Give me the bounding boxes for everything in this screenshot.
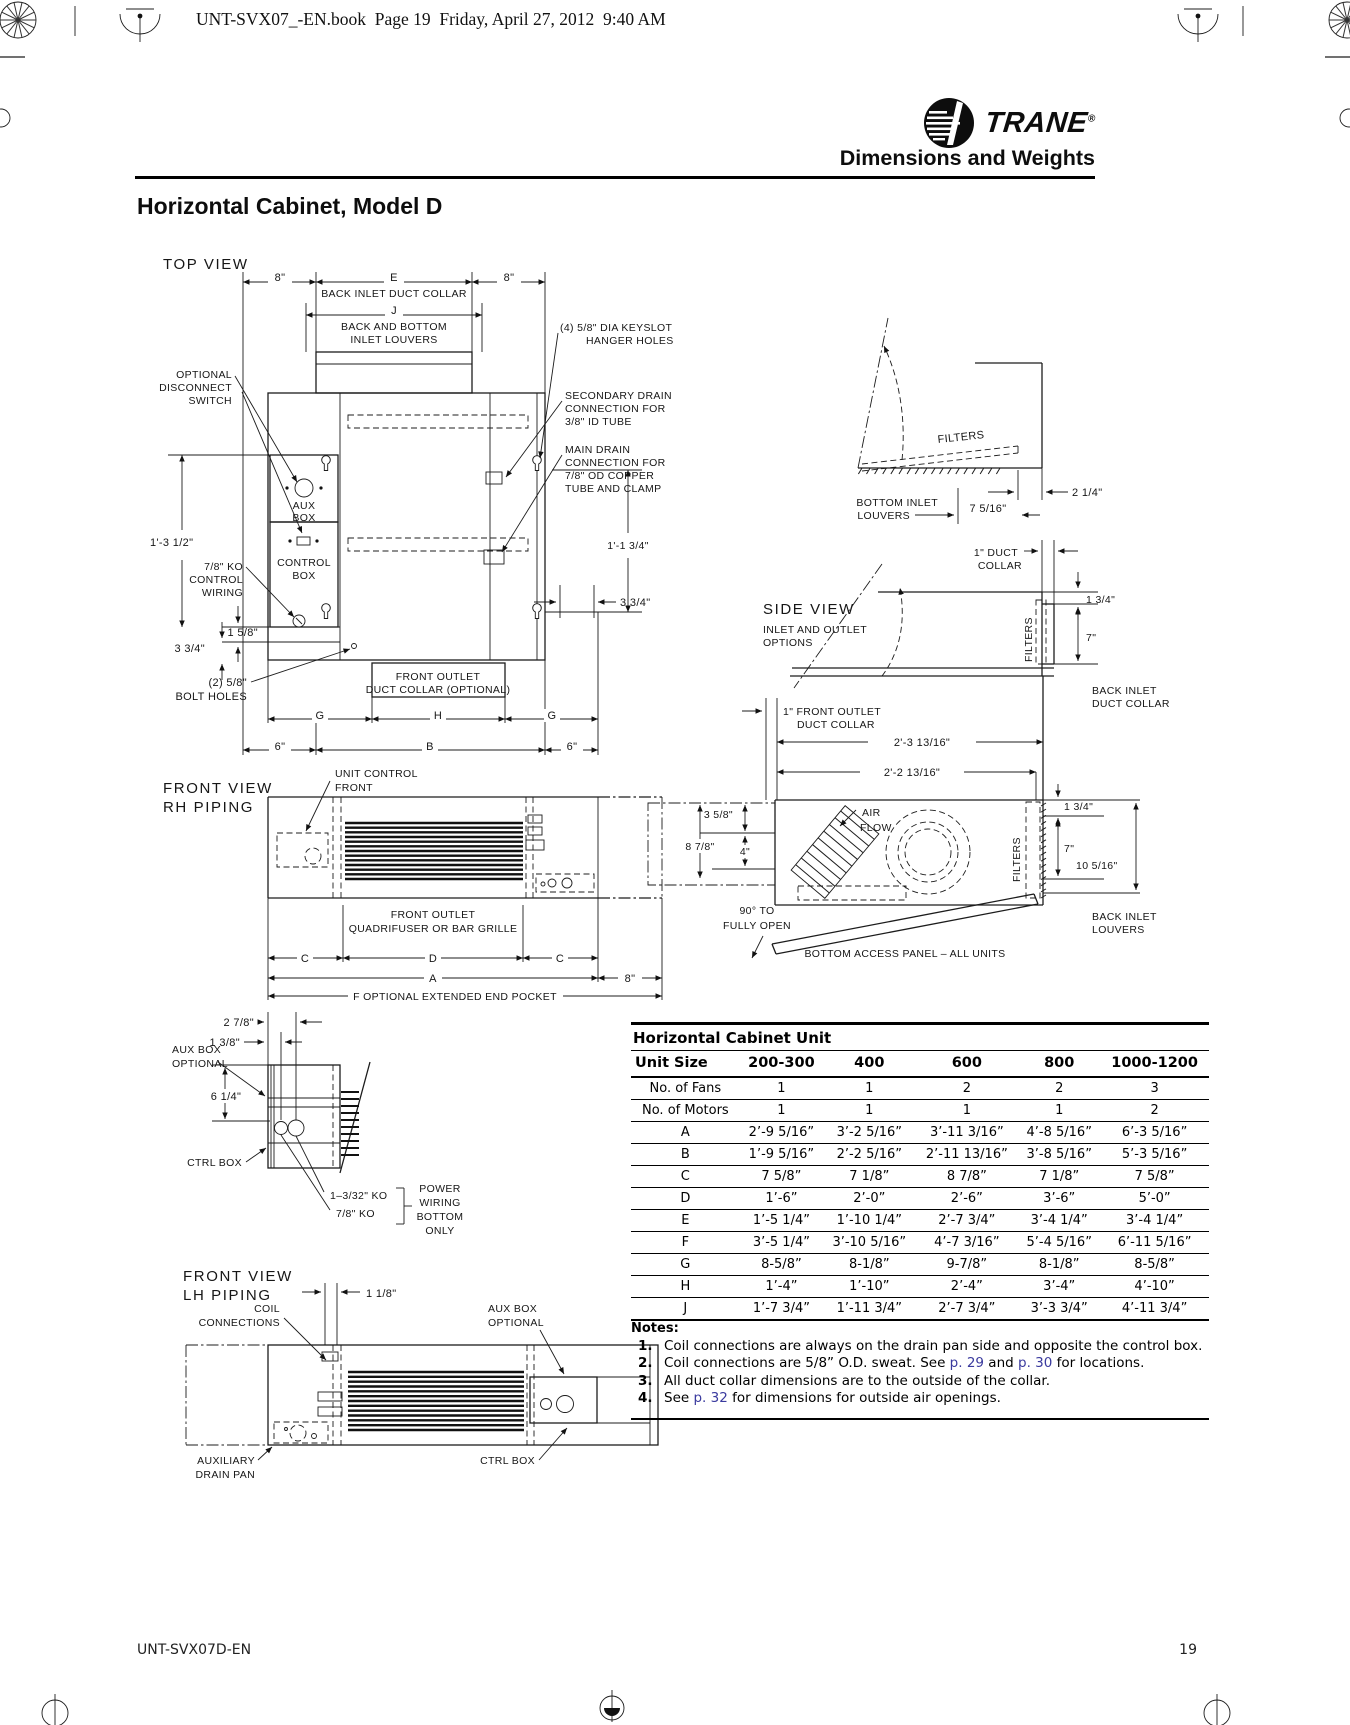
table-cell: 3’-4”	[1018, 1276, 1100, 1298]
dim-label: C	[555, 953, 565, 965]
table-cell: 1	[823, 1077, 915, 1100]
dim-label: 1 3/4"	[1064, 801, 1094, 813]
table-title: Horizontal Cabinet Unit	[631, 1022, 1209, 1051]
dim-label: 8"	[274, 272, 286, 284]
row-label: E	[631, 1210, 740, 1232]
dim-3-3-4-right	[534, 597, 650, 609]
table-row	[631, 1077, 1209, 1100]
row-label: G	[631, 1254, 740, 1276]
dim-label: J	[391, 305, 397, 317]
coil-connection-stubs	[318, 1352, 342, 1416]
row-label: D	[631, 1188, 740, 1210]
column-header: Unit Size	[631, 1051, 740, 1077]
note-segment: and	[984, 1355, 1018, 1372]
knockout	[293, 615, 305, 627]
drain-fitting	[484, 550, 504, 564]
dim-label: 1'-3 1/2"	[150, 537, 194, 549]
coil-grille	[348, 1372, 524, 1430]
front-view-lh-diagram	[183, 1268, 658, 1481]
callout-label: SECONDARY DRAIN	[565, 390, 672, 402]
table-cell: 3’-6”	[1018, 1188, 1100, 1210]
table-row	[631, 1254, 1209, 1276]
table-cell: 1’-4”	[740, 1276, 823, 1298]
row-label: B	[631, 1144, 740, 1166]
dim-label: C	[300, 953, 310, 965]
table-cell: 7 5/8”	[1100, 1166, 1209, 1188]
view-title: RH PIPING	[163, 799, 255, 816]
column-header: 600	[915, 1051, 1018, 1077]
dim-label: 1 3/8"	[209, 1037, 240, 1049]
dim-label: B	[426, 741, 434, 753]
table-cell: 3’-8 5/16”	[1018, 1144, 1100, 1166]
section-heading: Dimensions and Weights	[839, 146, 1095, 170]
notes-block	[631, 1318, 1209, 1420]
view-title: SIDE VIEW	[763, 601, 855, 618]
dim-label: G	[547, 710, 557, 722]
row-label: C	[631, 1166, 740, 1188]
table-cell: 1’-9 5/16”	[740, 1144, 823, 1166]
table-row	[631, 1100, 1209, 1122]
drain-pan	[798, 886, 906, 900]
table-cell: 7 1/8”	[823, 1166, 915, 1188]
page-footer	[137, 1642, 1197, 1658]
filter-frame	[1026, 802, 1040, 898]
dim-label: 1 5/8"	[227, 627, 258, 639]
column-header: 400	[823, 1051, 915, 1077]
callout-label: 1" DUCT	[973, 547, 1018, 559]
dimension-lines	[268, 951, 662, 1003]
callout-label: INLET LOUVERS	[350, 334, 438, 346]
table-cell: 3	[1100, 1077, 1209, 1100]
knockout	[275, 1122, 288, 1135]
table-cell: 8-1/8”	[823, 1254, 915, 1276]
row-label: F	[631, 1232, 740, 1254]
callout-label: CTRL BOX	[187, 1157, 242, 1169]
table-cell: 2’-9 5/16”	[740, 1122, 823, 1144]
bottom-registration-marks	[42, 1690, 1230, 1725]
view-title: LH PIPING	[183, 1287, 272, 1304]
dimensions-table	[631, 1051, 1209, 1321]
table-cell: 3’-4 1/4”	[1100, 1210, 1209, 1232]
table-row	[631, 1276, 1209, 1298]
dim-label: 2 7/8"	[223, 1017, 254, 1029]
callout-label: CONNECTIONS	[198, 1317, 280, 1329]
keyslot-hanger-hole	[533, 604, 542, 619]
callout-label: UNIT CONTROL	[335, 768, 418, 780]
dim-label: 8"	[624, 973, 636, 985]
pinwheel-mark-icon	[1329, 2, 1350, 38]
box-label: BOX	[292, 570, 316, 582]
note-item	[631, 1338, 1209, 1354]
page-link[interactable]: p. 30	[1018, 1355, 1053, 1372]
leader-line	[506, 401, 562, 477]
callout-label: 7/8" KO	[204, 561, 243, 573]
callout-label: (4) 5/8" DIA KEYSLOT	[560, 322, 673, 334]
table-cell: 2’-6”	[915, 1188, 1018, 1210]
table-cell: 7 1/8”	[1018, 1166, 1100, 1188]
table-cell: 8-5/8”	[1100, 1254, 1209, 1276]
callout-label: BOLT HOLES	[175, 691, 247, 703]
callout-label: POWER	[419, 1183, 461, 1195]
leader-line	[258, 1447, 272, 1460]
leader-line	[242, 392, 302, 533]
dim-label: 2 1/4"	[1072, 487, 1103, 499]
brand-name: TRANE®	[983, 106, 1097, 139]
swing-arc	[884, 346, 903, 460]
note-item	[631, 1373, 1209, 1389]
table-cell: 3’-4 1/4”	[1018, 1210, 1100, 1232]
page-title: Horizontal Cabinet, Model D	[137, 193, 443, 219]
table-cell: 3’-11 3/16”	[915, 1122, 1018, 1144]
callout-label: BACK INLET	[1092, 911, 1157, 923]
dim-label: 7"	[1064, 843, 1075, 855]
callout-label: FRONT OUTLET	[390, 909, 476, 921]
callout-label: BACK INLET DUCT COLLAR	[321, 288, 467, 300]
table-cell: 2’-0”	[823, 1188, 915, 1210]
dim-label: 2'-3 13/16"	[893, 737, 951, 749]
heading-rule	[135, 176, 1095, 179]
dim-label: 1 3/4"	[1086, 594, 1116, 606]
table-body	[631, 1077, 1209, 1320]
row-label: No. of Fans	[631, 1077, 740, 1100]
table-cell: 4’-11 3/4”	[1100, 1298, 1209, 1321]
column-header: 800	[1018, 1051, 1100, 1077]
table-cell: 3’-2 5/16”	[823, 1122, 915, 1144]
note-segment: for locations.	[1052, 1355, 1145, 1372]
print-header: UNT-SVX07_-EN.book Page 19 Friday, April 27, 2012 9:40 AM	[196, 9, 666, 29]
table-cell: 1’-7 3/4”	[740, 1298, 823, 1321]
dim-label: 2'-2 13/16"	[883, 767, 941, 779]
callout-label: CONNECTION FOR	[565, 403, 666, 415]
side-view-diagram	[648, 540, 1170, 960]
note-text	[664, 1373, 1209, 1389]
table-cell: 9-7/8”	[915, 1254, 1018, 1276]
dim-label: F OPTIONAL EXTENDED END POCKET	[353, 991, 557, 1003]
note-number: 3.	[638, 1372, 653, 1389]
callout-label: 3/8" ID TUBE	[565, 416, 632, 428]
table-row	[631, 1166, 1209, 1188]
callout-label: COLLAR	[977, 560, 1022, 572]
callout-label: CTRL BOX	[480, 1455, 535, 1467]
callout-label: CONTROL	[189, 574, 243, 586]
pinwheel-mark-icon	[0, 2, 36, 38]
louver-bars	[341, 1092, 359, 1155]
dim-label: 4"	[739, 846, 751, 858]
note-number: 1.	[638, 1338, 653, 1354]
table-cell: 2	[1018, 1077, 1100, 1100]
dim-label: 3 3/4"	[620, 597, 651, 609]
callout-label: DUCT COLLAR	[797, 719, 875, 731]
open-access-panel	[772, 894, 1038, 954]
front-view-rh-diagram	[163, 768, 662, 1003]
leader-line	[539, 1428, 567, 1460]
trane-logo-icon	[923, 97, 975, 149]
dim-label: 7 5/16"	[969, 503, 1007, 515]
note-text	[664, 1338, 1209, 1354]
notes-heading: Notes:	[631, 1321, 679, 1336]
row-label: J	[631, 1298, 740, 1321]
dim-label: 8 7/8"	[685, 841, 715, 853]
table-cell: 2’-4”	[915, 1276, 1018, 1298]
page-link[interactable]: p. 29	[949, 1355, 985, 1372]
dim-label: G	[315, 710, 325, 722]
callout-label: (2) 5/8"	[208, 677, 247, 689]
leader-line	[306, 781, 330, 831]
view-title: TOP VIEW	[163, 256, 249, 273]
knockout	[288, 1120, 304, 1136]
column-header: 200-300	[740, 1051, 823, 1077]
dim-label: 7"	[1086, 632, 1097, 644]
blower	[886, 810, 970, 894]
callout-label: DRAIN PAN	[195, 1469, 255, 1481]
hatch-ticks	[858, 468, 1000, 474]
table-cell: 2’-7 3/4”	[915, 1298, 1018, 1321]
leader-line	[284, 1318, 326, 1360]
auxiliary-drain-pan	[274, 1422, 328, 1443]
note-segment: Coil connections are 5/8” O.D. sweat. See	[664, 1355, 950, 1372]
leader-line	[246, 1148, 266, 1162]
callout-label: COIL	[254, 1303, 280, 1315]
table-cell: 5’-0”	[1100, 1188, 1209, 1210]
page-link[interactable]: p. 32	[693, 1390, 728, 1407]
callout-label: 7/8" OD COPPER	[565, 470, 655, 482]
brand-block	[135, 97, 1095, 153]
callout-label: AIR	[862, 807, 881, 819]
row-label: No. of Motors	[631, 1100, 740, 1122]
table-cell: 7 5/8”	[740, 1166, 823, 1188]
top-view-diagram	[150, 256, 674, 755]
footer-page-number: 19	[1179, 1642, 1197, 1658]
box-label: AUX	[292, 500, 316, 512]
callout-label: ONLY	[425, 1225, 455, 1237]
table-cell: 2	[1100, 1100, 1209, 1122]
dim-label: 10 5/16"	[1076, 860, 1118, 872]
note-segment: See	[664, 1390, 694, 1407]
unit-control-box	[277, 833, 328, 867]
callout-label: 1" FRONT OUTLET	[783, 706, 882, 718]
table-cell: 3’-3 3/4”	[1018, 1298, 1100, 1321]
leader-line	[281, 1135, 330, 1210]
row-label: H	[631, 1276, 740, 1298]
coil-grille	[345, 823, 523, 879]
table-cell: 4’-8 5/16”	[1018, 1122, 1100, 1144]
table-cell: 5’-3 5/16”	[1100, 1144, 1209, 1166]
callout-label: OPTIONAL	[176, 369, 232, 381]
table-cell: 1’-10 1/4”	[823, 1210, 915, 1232]
note-number: 2.	[638, 1355, 653, 1372]
edge-mark	[1340, 109, 1350, 127]
callout-label: 90° TO	[739, 905, 775, 917]
keyslot-hanger-hole	[322, 604, 331, 619]
bracket	[396, 1188, 412, 1224]
bolt-hole	[352, 644, 357, 649]
keyslot-hanger-hole	[322, 456, 331, 471]
table-cell: 1’-11 3/4”	[823, 1298, 915, 1321]
box-label: CONTROL	[277, 557, 331, 569]
callout-label: DUCT COLLAR	[1092, 698, 1170, 710]
view-title: FRONT VIEW	[163, 780, 273, 797]
callout-label: WIRING	[201, 587, 243, 599]
callout-label: MAIN DRAIN	[565, 444, 631, 456]
row-label: A	[631, 1122, 740, 1144]
callout-label: WIRING	[419, 1197, 461, 1209]
note-number: 4.	[638, 1390, 653, 1407]
view-subtitle: INLET AND OUTLET	[763, 624, 868, 636]
dim-label: 6"	[566, 741, 578, 753]
coil-section	[791, 806, 879, 899]
table-cell: 4’-7 3/16”	[915, 1232, 1018, 1254]
filter-tray	[862, 446, 1018, 471]
callout-label: BACK AND BOTTOM	[341, 321, 447, 333]
callout-label: TUBE AND CLAMP	[565, 483, 662, 495]
table-cell: 1	[740, 1077, 823, 1100]
filters-label: FILTERS	[1011, 837, 1023, 882]
table-row	[631, 1188, 1209, 1210]
note-item	[631, 1355, 1209, 1371]
table-cell: 8 7/8”	[915, 1166, 1018, 1188]
dim-label: 1'-1 3/4"	[607, 540, 649, 552]
callout-label: DUCT COLLAR (OPTIONAL)	[365, 684, 511, 696]
callout-label: 7/8" KO	[336, 1208, 375, 1220]
table-cell: 3’-10 5/16”	[823, 1232, 915, 1254]
table-head	[631, 1051, 1209, 1077]
callout-label: BOTTOM ACCESS PANEL – ALL UNITS	[804, 948, 1006, 960]
end-pocket-detail	[172, 1012, 463, 1237]
target-mark-icon	[120, 9, 160, 42]
table-cell: 2’-7 3/4”	[915, 1210, 1018, 1232]
table-row	[631, 1210, 1209, 1232]
callout-label: FULLY OPEN	[723, 920, 791, 932]
callout-label: OPTIONAL	[488, 1317, 544, 1329]
note-item	[631, 1390, 1209, 1406]
dim-2-1-4	[988, 468, 1102, 500]
drain-detail	[536, 874, 594, 892]
end-pocket-box	[268, 1062, 370, 1173]
dim-label: 3 5/8"	[703, 809, 733, 821]
table-cell: 6’-11 5/16”	[1100, 1232, 1209, 1254]
drain-fitting	[486, 472, 502, 484]
table-cell: 1	[823, 1100, 915, 1122]
callout-label: OPTIONAL	[172, 1058, 228, 1070]
filters-label: FILTERS	[1023, 617, 1035, 662]
table-cell: 2’-11 13/16”	[915, 1144, 1018, 1166]
coil-connection-stubs	[526, 815, 544, 850]
table-cell: 1’-10”	[823, 1276, 915, 1298]
table-cell: 2’-2 5/16”	[823, 1144, 915, 1166]
callout-label: BACK INLET	[1092, 685, 1157, 697]
table-cell: 8-1/8”	[1018, 1254, 1100, 1276]
note-text	[664, 1390, 1209, 1406]
dim-1-1-8	[302, 1283, 396, 1345]
knockout	[305, 848, 321, 864]
box-label: BOX	[292, 512, 316, 524]
callout-label: AUX BOX	[488, 1303, 538, 1315]
callout-label: CONNECTION FOR	[565, 457, 666, 469]
table-row	[631, 1144, 1209, 1166]
table-cell: 1’-6”	[740, 1188, 823, 1210]
note-segment: All duct collar dimensions are to the outside of the collar.	[664, 1372, 1050, 1389]
view-title: FRONT VIEW	[183, 1268, 293, 1285]
callout-label: BOTTOM	[416, 1211, 464, 1223]
dim-label: H	[433, 710, 443, 722]
leader-line	[540, 333, 558, 458]
edge-mark	[0, 109, 10, 127]
column-header: 1000-1200	[1100, 1051, 1209, 1077]
table-cell: 4’-10”	[1100, 1276, 1209, 1298]
registered-mark: ®	[1087, 112, 1097, 124]
table-cell: 1	[915, 1100, 1018, 1122]
table-row	[631, 1122, 1209, 1144]
table-cell: 6’-3 5/16”	[1100, 1122, 1209, 1144]
notes-list	[631, 1338, 1209, 1407]
note-segment: for dimensions for outside air openings.	[727, 1390, 1001, 1407]
callout-label: FLOW	[860, 822, 892, 834]
dim-label: A	[429, 973, 437, 985]
open-door-line	[858, 318, 888, 468]
dimensions-table-block	[631, 1022, 1209, 1321]
callout-label: FRONT OUTLET	[395, 671, 481, 683]
table-cell: 8-5/8”	[740, 1254, 823, 1276]
footer-doc-number: UNT-SVX07D-EN	[137, 1642, 252, 1658]
callout-label: BOTTOM INLET	[856, 497, 938, 509]
dim-1-3-half	[150, 455, 193, 627]
dim-6-1-4	[203, 1068, 249, 1119]
filter-swing-detail	[856, 318, 1102, 524]
callout-label: 1–3/32" KO	[330, 1190, 388, 1202]
table-row	[631, 1232, 1209, 1254]
callout-label: AUX BOX	[172, 1044, 222, 1056]
table-cell: 5’-4 5/16”	[1018, 1232, 1100, 1254]
dim-label: D	[428, 953, 438, 965]
dim-label: 6"	[274, 741, 286, 753]
callout-label: QUADRIFUSER OR BAR GRILLE	[348, 923, 518, 935]
note-segment: Coil connections are always on the drain pan side and opposite the control box.	[664, 1338, 1203, 1354]
table-cell: 1’-5 1/4”	[740, 1210, 823, 1232]
dim-3-3-4	[175, 622, 222, 680]
callout-label: AUXILIARY	[197, 1455, 255, 1467]
note-text	[664, 1355, 1209, 1371]
table-cell: 1	[740, 1100, 823, 1122]
filters-label: FILTERS	[937, 429, 985, 446]
leader-line	[235, 376, 297, 482]
table-cell: 1	[1018, 1100, 1100, 1122]
table-cell: 3’-5 1/4”	[740, 1232, 823, 1254]
table-cell: 2	[915, 1077, 1018, 1100]
callout-label: FRONT	[335, 782, 373, 794]
callout-label: LOUVERS	[857, 510, 910, 522]
table-row	[631, 1298, 1209, 1321]
dim-label: 6 1/4"	[210, 1091, 242, 1103]
leader-line	[540, 1330, 564, 1374]
dim-label: E	[390, 272, 398, 284]
dim-label: 3 3/4"	[174, 643, 205, 655]
dim-label: 8"	[503, 272, 515, 284]
view-subtitle: OPTIONS	[763, 637, 813, 649]
callout-label: DISCONNECT	[159, 382, 232, 394]
callout-label: LOUVERS	[1092, 924, 1145, 936]
callout-label: HANGER HOLES	[586, 335, 674, 347]
leader-line	[251, 649, 350, 682]
target-mark-icon	[1178, 9, 1218, 42]
dim-label: 1 1/8"	[366, 1288, 397, 1300]
callout-label: SWITCH	[188, 395, 232, 407]
lower-side-section	[648, 676, 1157, 960]
